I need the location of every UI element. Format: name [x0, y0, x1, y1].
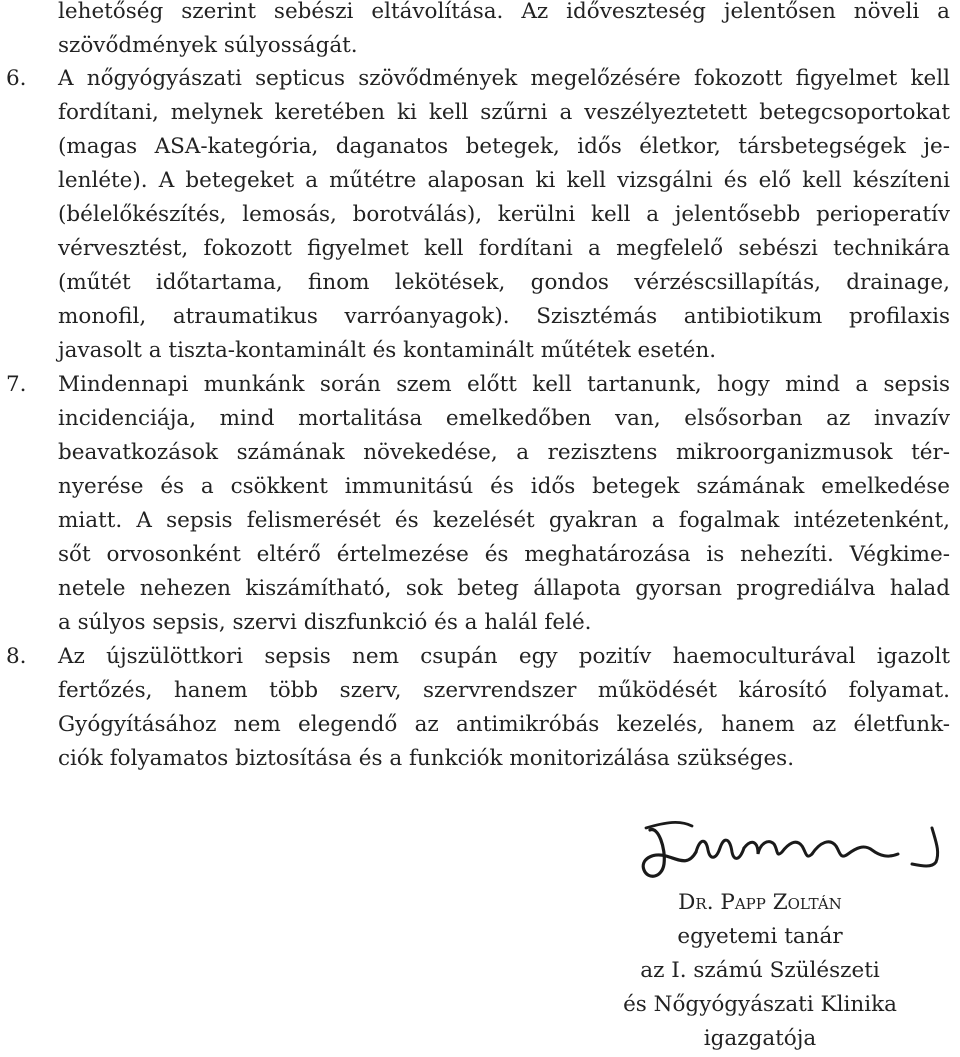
text-line: A nőgyógyászati septicus szövődmények megelőzésére fokozott figyelmet kell	[58, 66, 950, 91]
text-line: miatt. A sepsis felismerését és kezelését gyakran a fogalmak intézetenként,	[58, 508, 950, 533]
item-number: 8.	[6, 644, 27, 669]
text-line: Az újszülöttkori sepsis nem csupán egy pozitív haemoculturával igazolt	[58, 644, 950, 669]
text-line: (magas ASA-kategória, daganatos betegek, idős életkor, társbetegségek je-	[58, 134, 950, 159]
text-line: netele nehezen kiszámítható, sok beteg állapota gyorsan progrediálva halad	[58, 576, 950, 601]
text-line: monofil, atraumatikus varróanyagok). Szisztémás antibiotikum profilaxis	[58, 304, 950, 329]
signatory-title: egyetemi tanár	[677, 924, 843, 949]
item-number: 6.	[6, 66, 27, 91]
text-line: szövődmények súlyosságát.	[58, 33, 358, 58]
text-line: vérvesztést, fokozott figyelmet kell fordítani a megfelelő sebészi technikára	[58, 236, 950, 261]
text-line: a súlyos sepsis, szervi diszfunkció és a halál felé.	[58, 610, 592, 635]
text-line: incidenciája, mind mortalitása emelkedőben van, elsősorban az invazív	[58, 406, 950, 431]
text-line: fertőzés, hanem több szerv, szervrendszer működését károsító folyamat.	[58, 678, 950, 703]
signatory-title: az I. számú Szülészeti	[640, 958, 880, 983]
text-line: lehetőség szerint sebészi eltávolítása. Az időveszteség jelentősen növeli a	[58, 0, 950, 24]
handwritten-signature	[636, 808, 956, 888]
text-line: (bélelőkészítés, lemosás, borotválás), kerülni kell a jelentősebb perioperatív	[58, 202, 950, 227]
signatory-title: és Nőgyógyászati Klinika	[623, 992, 897, 1017]
signatory-title: igazgatója	[703, 1026, 817, 1051]
text-line: nyerése és a csökkent immunitású és idős betegek számának emelkedése	[58, 474, 950, 499]
text-line: sőt orvosonként eltérő értelmezése és meghatározása is nehezíti. Végkime-	[58, 542, 950, 567]
text-line: Mindennapi munkánk során szem előtt kell tartanunk, hogy mind a sepsis	[58, 372, 950, 397]
item-number: 7.	[6, 372, 27, 397]
text-line: javasolt a tiszta-kontaminált és kontaminált műtétek esetén.	[58, 338, 717, 363]
text-line: ciók folyamatos biztosítása és a funkciók monitorizálása szükséges.	[58, 746, 795, 771]
text-line: beavatkozások számának növekedése, a rezisztens mikroorganizmusok tér-	[58, 440, 950, 465]
text-line: lenléte). A betegeket a műtétre alaposan ki kell vizsgálni és elő kell készíteni	[58, 168, 950, 193]
signature-block	[600, 886, 920, 1056]
text-line: (műtét időtartama, finom lekötések, gondos vérzéscsillapítás, drainage,	[58, 270, 950, 295]
text-line: fordítani, melynek keretében ki kell szűrni a veszélyeztetett betegcsoportokat	[58, 100, 950, 125]
text-line: Gyógyításához nem elegendő az antimikróbás kezelés, hanem az életfunk-	[58, 712, 950, 737]
signatory-name: Dr. Papp Zoltán	[678, 890, 842, 915]
